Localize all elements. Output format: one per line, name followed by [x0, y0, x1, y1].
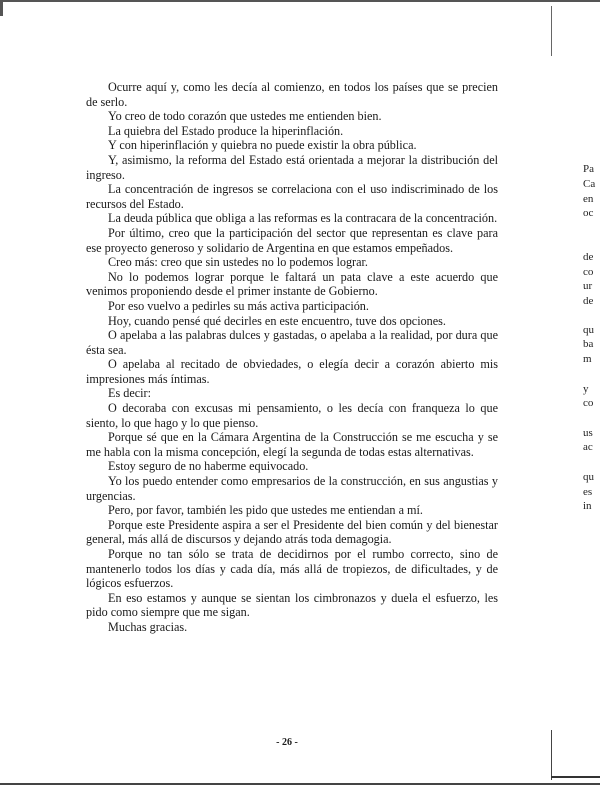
adjacent-text-fragment: en [583, 193, 594, 205]
adjacent-text-fragment: de [583, 295, 594, 307]
paragraph: La concentración de ingresos se correlaciona con el uso indiscriminado de los recursos del Estado. [86, 182, 498, 211]
scan-edge-corner-top-left [0, 0, 3, 16]
paragraph: Porque no tan sólo se trata de decidirnos por el rumbo correcto, sino de mantenerlo todos los días y cada día, más allá de tropiezos, de dificultades, y de lógicos esfuerzos. [86, 547, 498, 591]
adjacent-text-fragment: qu [583, 324, 594, 336]
adjacent-text-fragment: co [583, 266, 594, 278]
adjacent-text-fragment: Ca [583, 178, 596, 190]
paragraph: Pero, por favor, también les pido que ustedes me entiendan a mí. [108, 503, 423, 518]
adjacent-text-fragment: co [583, 397, 594, 409]
paragraph: Ocurre aquí y, como les decía al comienzo, en todos los países que se precien de serlo. [86, 80, 498, 109]
paragraph: Por último, creo que la participación del sector que representan es clave para ese proyecto generoso y solidario de Argentina en que estamos empeñados. [86, 225, 498, 255]
paragraph: Y con hiperinflación y quiebra no puede existir la obra pública. [108, 138, 417, 153]
paragraph: Yo los puedo entender como empresarios de la construcción, en sus angustias y urgencias. [86, 474, 498, 503]
adjacent-text-fragment: de [583, 251, 594, 263]
adjacent-text-fragment: oc [583, 207, 594, 219]
paragraph: O apelaba al recitado de obviedades, o elegía decir a corazón abierto mis impresiones más íntimas. [86, 357, 498, 386]
adjacent-text-fragment: y [583, 383, 589, 395]
adjacent-text-fragment: in [583, 500, 592, 512]
page-number: - 26 - [276, 737, 298, 748]
scan-edge-right-top [551, 6, 552, 56]
scan-edge-top [0, 0, 600, 2]
paragraph: Y, asimismo, la reforma del Estado está orientada a mejorar la distribución del ingreso. [86, 152, 498, 182]
paragraph: Porque este Presidente aspira a ser el Presidente del bien común y del bienestar general, más allá de discursos y dejando atrás toda demagogia. [86, 517, 498, 547]
paragraph: La deuda pública que obliga a las reformas es la contracara de la concentración. [108, 211, 498, 226]
adjacent-text-fragment: ba [583, 338, 594, 350]
scan-edge-bottom [0, 783, 600, 785]
paragraph: En eso estamos y aunque se sientan los cimbronazos y duela el esfuerzo, les pido como siempre que me sigan. [86, 590, 498, 620]
paragraph: Por eso vuelvo a pedirles su más activa participación. [108, 298, 369, 313]
paragraph: O decoraba con excusas mi pensamiento, o les decía con franqueza lo que siento, lo que hago y lo que pienso. [86, 401, 498, 430]
paragraph: O apelaba a las palabras dulces y gastadas, o apelaba a la realidad, por dura que ésta sea. [86, 328, 498, 357]
adjacent-text-fragment: qu [583, 471, 594, 483]
paragraph: No lo podemos lograr porque le faltará un pata clave a este acuerdo que venimos proponiendo desde el primer instante de Gobierno. [86, 269, 498, 299]
adjacent-text-fragment: es [583, 486, 593, 498]
paragraph: Creo más: creo que sin ustedes no lo podemos lograr. [108, 255, 368, 270]
paragraph: Muchas gracias. [108, 619, 188, 634]
adjacent-page-fragment [583, 0, 600, 791]
paragraph: Estoy seguro de no haberme equivocado. [108, 459, 309, 474]
paragraph: Hoy, cuando pensé qué decirles en este encuentro, tuve dos opciones. [108, 313, 446, 328]
paragraph: Porque sé que en la Cámara Argentina de la Construcción se me escucha y se me habla con la misma concepción, elegí la segunda de todas estas alternativas. [86, 430, 498, 459]
adjacent-text-fragment: ac [583, 441, 593, 453]
paragraph: Yo creo de todo corazón que ustedes me entienden bien. [108, 109, 382, 124]
adjacent-text-fragment: us [583, 427, 593, 439]
speech-body [86, 80, 498, 635]
adjacent-text-fragment: ur [583, 280, 593, 292]
adjacent-text-fragment: Pa [583, 163, 594, 175]
paragraph: La quiebra del Estado produce la hiperinflación. [108, 123, 344, 138]
adjacent-text-fragment: m [583, 353, 592, 365]
paragraph: Es decir: [108, 386, 151, 401]
